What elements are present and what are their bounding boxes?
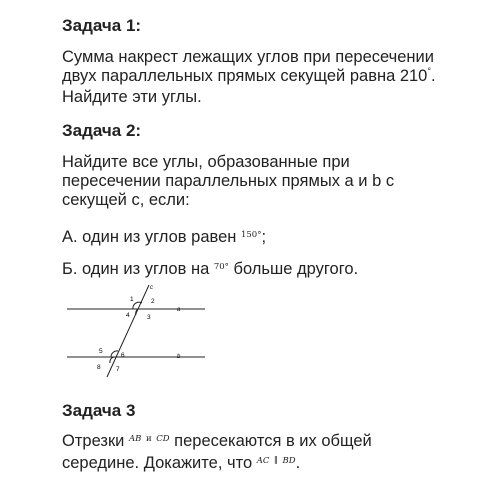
task2-option-b <box>62 260 358 282</box>
task1-text <box>62 48 436 107</box>
task3-line2-start: середине. Докажите, что <box>62 454 253 472</box>
label-a: a <box>177 307 181 313</box>
option-a-text: А. один из углов равен <box>62 228 237 246</box>
label-b: b <box>177 354 181 360</box>
task2-option-a <box>62 228 266 250</box>
task1-line1: Сумма накрест лежащих углов при пересечении <box>62 48 434 66</box>
task3-line1-end: пересекаются в их общей <box>174 432 372 450</box>
segment-cd: CD <box>156 434 170 444</box>
parallel-sign: ∥ <box>273 456 278 466</box>
angle-label-6: 6 <box>121 352 125 359</box>
angle-label-5: 5 <box>99 348 103 355</box>
task2-line3: секущей c, если: <box>62 191 190 209</box>
segment-bd: BD <box>282 456 296 466</box>
option-b-text1: Б. один из углов на <box>62 260 210 278</box>
label-c: c <box>150 285 153 291</box>
option-a-value: 150° <box>240 230 262 240</box>
option-b-text2: больше другого. <box>233 260 359 278</box>
angle-label-4: 4 <box>126 312 130 319</box>
angle-label-1: 1 <box>130 296 134 303</box>
angle-label-2: 2 <box>151 298 155 305</box>
task1-line2-text: двух параллельных прямых секущей равна 210 <box>62 67 428 85</box>
task1-line2 <box>62 67 436 88</box>
option-a-end: ; <box>261 228 267 246</box>
task2-line1: Найдите все углы, образованные при <box>62 153 350 171</box>
segment-ac: AC <box>256 456 270 466</box>
task2-text <box>62 153 394 210</box>
task1-line2-end: . <box>430 67 436 85</box>
task1-line3: Найдите эти углы. <box>62 88 202 106</box>
angle-label-7: 7 <box>116 366 120 373</box>
segment-ab: AB <box>128 434 142 444</box>
angle-label-8: 8 <box>97 364 101 371</box>
task3-text <box>62 432 372 476</box>
task2-line2: пересечении параллельных прямых a и b с <box>62 172 395 190</box>
task3-line2-end: . <box>295 454 301 472</box>
task1-heading: Задача 1: <box>62 16 142 35</box>
task3-heading: Задача 3 <box>62 401 136 420</box>
task2-heading: Задача 2: <box>62 121 142 140</box>
task3-line2 <box>62 454 372 476</box>
degree-sign: ° <box>427 66 431 76</box>
angle-label-3: 3 <box>147 314 151 321</box>
option-b-value: 70° <box>213 262 229 272</box>
task3-line1 <box>62 432 372 454</box>
conjunction: и <box>145 434 152 444</box>
transversal-c <box>107 285 149 377</box>
parallel-lines-diagram <box>0 280 500 380</box>
task3-line1-start: Отрезки <box>62 432 125 450</box>
